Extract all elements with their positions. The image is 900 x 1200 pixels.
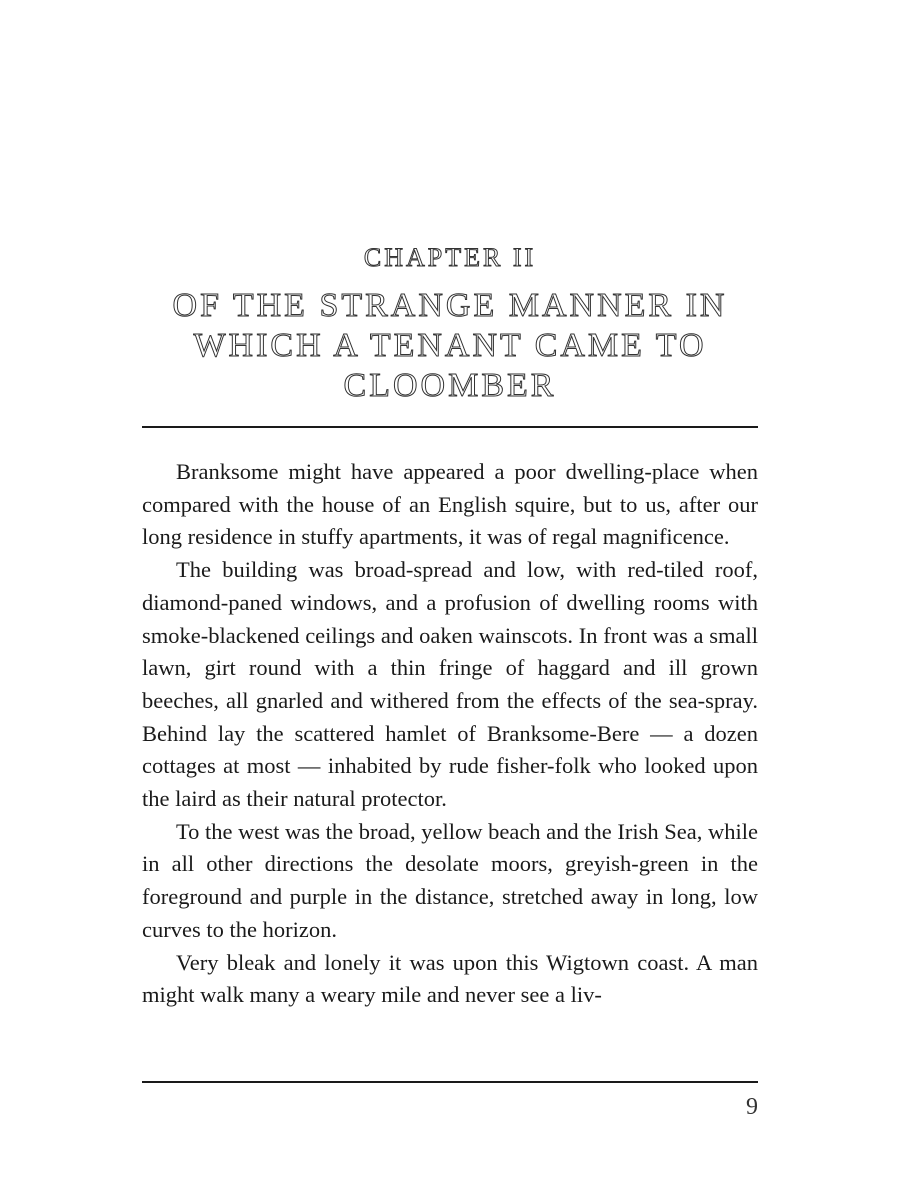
- paragraph: Branksome might have appeared a poor dwelling-place when compared with the house of an English squire, but to us, after our long residence in stuffy apartments, it was of regal magnificence.: [142, 459, 758, 550]
- paragraph: The building was broad-spread and low, with red-tiled roof, diamond-paned windows, and a profusion of dwelling rooms with smoke-blackened ceilings and oaken wainscots. In front was a small lawn, girt round with a thin fringe of haggard and ill grown beeches, all gnarled and withered from the effects of the sea-spray. Behind lay the scattered hamlet of Branksome-Bere — a dozen cottages at most — inhabited by rude fisher-folk who looked upon the laird as their natural protector.: [142, 557, 758, 812]
- top-divider: [142, 426, 758, 428]
- bottom-divider: [142, 1081, 758, 1083]
- chapter-title: OF THE STRANGE MANNER IN WHICH A TENANT CAME TO CLOOMBER: [172, 287, 728, 404]
- body-text: [142, 456, 758, 1012]
- paragraph: To the west was the broad, yellow beach and the Irish Sea, while in all other directions the desolate moors, greyish-green in the foreground and purple in the distance, stretched away in long, low curves to the horizon.: [142, 818, 759, 942]
- paragraph: Very bleak and lonely it was upon this Wigtown coast. A man might walk many a weary mile and never see a liv-: [142, 949, 758, 1008]
- chapter-label: CHAPTER II: [363, 243, 537, 272]
- page-number: 9: [746, 1094, 758, 1120]
